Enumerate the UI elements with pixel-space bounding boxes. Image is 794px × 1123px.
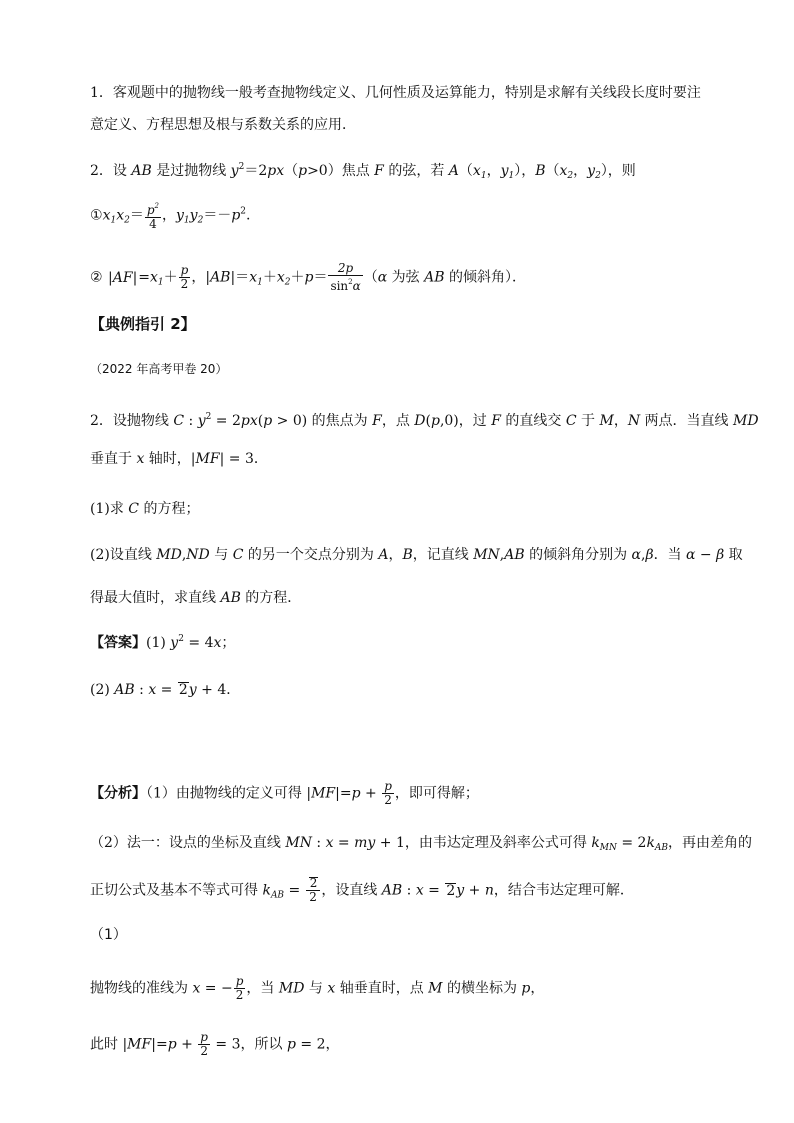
analysis-line-1: 【分析】（1）由抛物线的定义可得 |MF|=p + $\frac{p}{2}$ ，即可得解；	[90, 779, 479, 807]
analysis-label: 【分析】	[90, 785, 146, 802]
solution-line-2: 此时 |MF|=p + $\frac{p}{2}$ = 3，所以 p = 2，	[90, 1030, 340, 1058]
solution-part-label: （1）	[90, 927, 127, 943]
summary-point-1-line-2: 意定义、方程思想及根与系数关系的应用．	[90, 117, 356, 133]
problem-statement-line-1: 2．设抛物线 C : $y^2 = 2px(p > 0)$ 的焦点为 F，点 D(p,0)，过 F 的直线交 C 于 M，N 两点．当直线 MD	[90, 412, 759, 429]
answer-label: 【答案】	[90, 635, 146, 651]
analysis-line-3: 正切公式及基本不等式可得 $k_{AB}$ = $\frac{2}{2}$ ，设直线 AB : x = 2y + n，结合韦达定理可解．	[90, 876, 634, 904]
answer-2: (2) AB : x = 2y + 4．	[90, 682, 241, 698]
summary-point-2-intro: 2．设 AB 是过抛物线 $y^2=2px(p>0)$焦点 F 的弦，若 $A(x_1$，$y_1$），$B(x_2$，$y_2$），则	[90, 162, 636, 181]
analysis-line-2: （2）法一：设点的坐标及直线 MN : x = my + 1，由韦达定理及斜率公式可得 $k_{MN} = 2k_{AB}$，再由差角的	[90, 835, 753, 853]
question-1: (1)求 C 的方程；	[90, 501, 200, 517]
example-source: （2022 年高考甲卷 20）	[90, 362, 228, 376]
problem-statement-line-2: 垂直于 x 轴时，|MF| = 3．	[90, 451, 268, 467]
example-heading: 【典例指引 2】	[90, 315, 196, 333]
summary-item-2: ② $|AF|=x_1+$ $\frac{p}{2}$ ，$|AB|=x_1+x_2+p=$ $\frac{2p}{\sin^2\alpha}$ （α 为弦 AB 的倾斜角）．	[90, 261, 526, 293]
summary-item-1: $①x_1x_2=$ $\frac{p^2}{4}$ ，$y_1y_2=-p^2$.	[90, 202, 251, 231]
solution-line-1: 抛物线的准线为 x = − $\frac{p}{2}$ ，当 MD 与 x 轴垂直时，点 M 的横坐标为 p，	[90, 974, 545, 1002]
summary-point-1-line-1: 1．客观题中的抛物线一般考查抛物线定义、几何性质及运算能力，特别是求解有关线段长度时要注	[90, 85, 701, 101]
question-2-line-2: 得最大值时，求直线 AB 的方程．	[90, 590, 302, 606]
question-2-line-1: (2)设直线 MD,ND 与 C 的另一个交点分别为 A，B，记直线 MN,AB 的倾斜角分别为 α,β．当 α − β 取	[90, 547, 743, 563]
answer-1: 【答案】(1) $y^2 = 4x$；	[90, 634, 236, 651]
